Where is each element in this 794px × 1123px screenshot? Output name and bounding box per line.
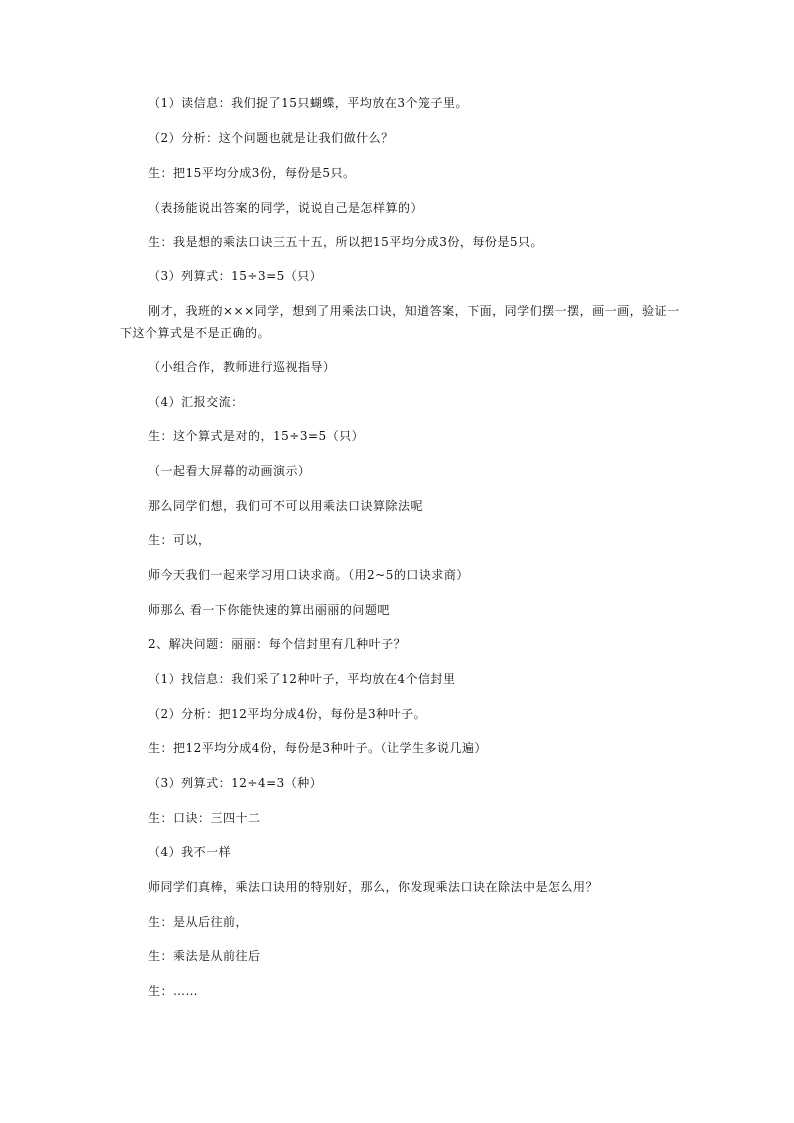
text-line-19: 生：把12平均分成4份，每份是3种叶子。（让学生多说几遍） [148,741,488,755]
text-line-24: 生：是从后往前， [148,915,249,929]
text-line-6: （3）列算式：15÷3=5（只） [148,269,323,283]
text-line-18: （2）分析：把12平均分成4份，每份是3种叶子。 [148,707,427,721]
text-line-10: 生：这个算式是对的，15÷3=5（只） [148,429,365,443]
text-line-8: （小组合作，教师进行巡视指导） [148,360,336,374]
text-line-11: （一起看大屏幕的动画演示） [148,464,311,478]
text-line-9: （4）汇报交流： [148,395,244,409]
text-line-14: 师今天我们一起来学习用口诀求商。（用2~5的口诀求商） [148,568,469,582]
text-line-4: （表扬能说出答案的同学，说说自己是怎样算的） [148,201,424,215]
text-line-23: 师同学们真棒，乘法口诀用的特别好，那么，你发现乘法口诀在除法中是怎么用？ [148,880,599,894]
text-line-21: 生：口诀：三四十二 [148,811,261,825]
text-line-15: 师那么 看一下你能快速的算出丽丽的问题吧 [148,603,390,617]
text-line-17: （1）找信息：我们采了12种叶子，平均放在4个信封里 [148,672,456,686]
text-line-26: 生：…… [148,984,199,998]
text-line-22: （4）我不一样 [148,845,232,859]
text-line-12: 那么同学们想，我们可不可以用乘法口诀算除法呢 [148,499,424,513]
text-line-5: 生：我是想的乘法口诀三五十五，所以把15平均分成3份，每份是5只。 [148,235,544,249]
text-line-16: 2、解决问题：丽丽：每个信封里有几种叶子？ [148,637,407,651]
text-line-25: 生：乘法是从前往后 [148,949,261,963]
text-line-20: （3）列算式：12÷4=3（种） [148,776,323,790]
text-line-2: （2）分析：这个问题也就是让我们做什么？ [148,131,394,145]
text-line-1: （1）读信息：我们捉了15只蝴蝶，平均放在3个笼子里。 [148,96,469,110]
text-paragraph-7: 刚才，我班的×××同学，想到了用乘法口诀，知道答案，下面，同学们摆一摆，画一画，验证一下这个算式是不是正确的。 [120,304,680,340]
text-line-13: 生：可以， [148,533,211,547]
text-line-3: 生：把15平均分成3份，每份是5只。 [148,166,356,180]
